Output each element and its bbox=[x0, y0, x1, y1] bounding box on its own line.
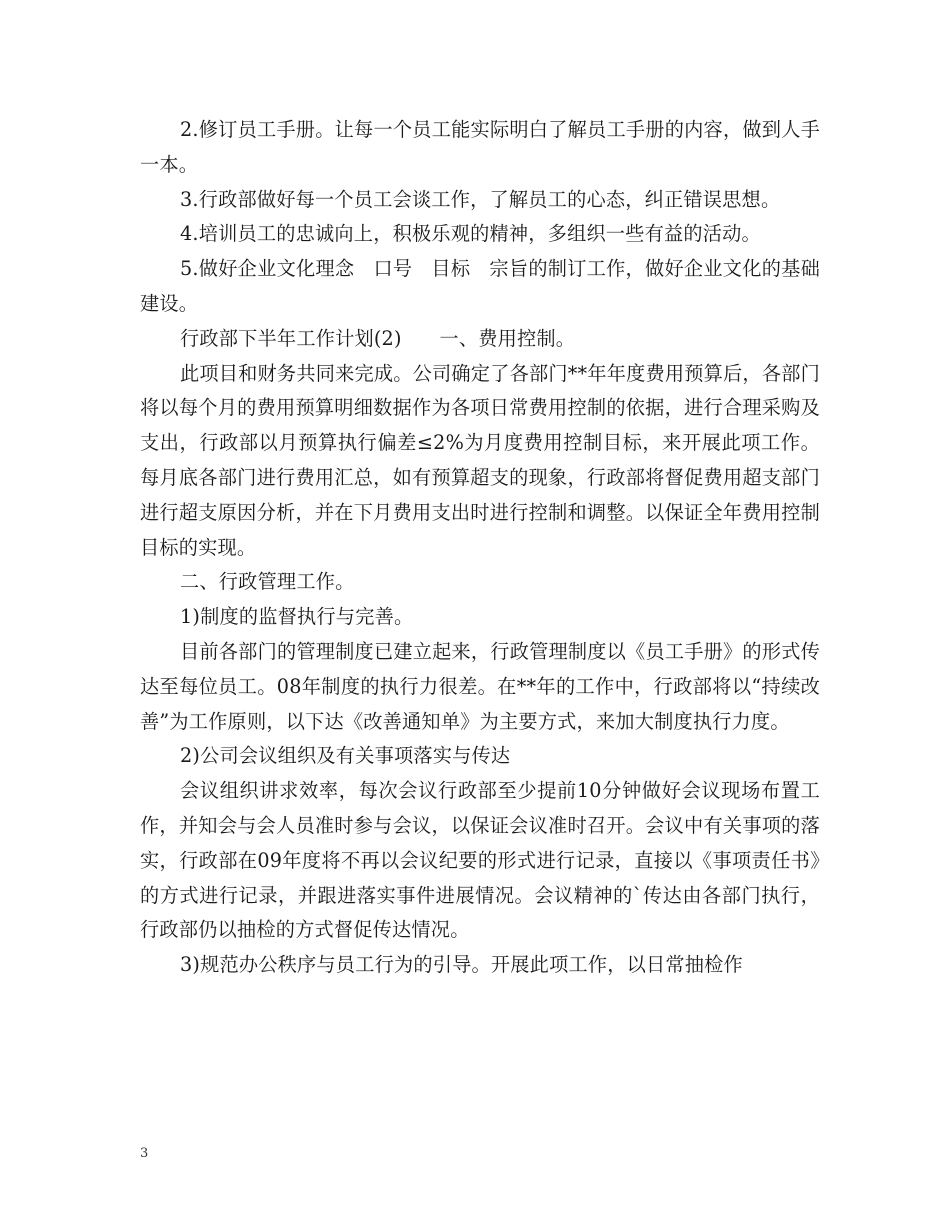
page-number: 3 bbox=[140, 1146, 149, 1161]
paragraph-employee-talks: 3.行政部做好每一个员工会谈工作，了解员工的心态，纠正错误思想。 bbox=[180, 187, 781, 211]
paragraph-system-supervision: 目前各部门的管理制度已建立起来，行政管理制度以《员工手册》的形式传达至每位员工。08年制度的执行力很差。在**年的工作中，行政部将以“持续改善”为工作原则，以下达《改善通知单》为主要方式，来加大制度执行力度。 bbox=[140, 639, 820, 733]
paragraph-training: 4.培训员工的忠诚向上，积极乐观的精神，多组织一些有益的活动。 bbox=[180, 222, 761, 246]
paragraph-revise-handbook: 2.修订员工手册。让每一个员工能实际明白了解员工手册的内容，做到人手一本。 bbox=[140, 118, 820, 176]
paragraph-office-order: 3)规范办公秩序与员工行为的引导。开展此项工作，以日常抽检作 bbox=[180, 953, 743, 977]
body-text bbox=[140, 113, 820, 983]
paragraph-corporate-culture: 5.做好企业文化理念 口号 目标 宗旨的制订工作，做好企业文化的基础建设。 bbox=[140, 257, 820, 315]
paragraph-plan-heading: 行政部下半年工作计划(2) 一、费用控制。 bbox=[180, 326, 576, 350]
paragraph-system-supervision-heading: 1)制度的监督执行与完善。 bbox=[180, 605, 414, 629]
paragraph-cost-control: 此项目和财务共同来完成。公司确定了各部门**年年度费用预算后，各部门将以每个月的费用预算明细数据作为各项日常费用控制的依据，进行合理采购及支出，行政部以月预算执行偏差≤2%为月度费用控制目标，来开展此项工作。每月底各部门进行费用汇总，如有预算超支的现象，行政部将督促费用超支部门进行超支原因分析，并在下月费用支出时进行控制和调整。以保证全年费用控制目标的实现。 bbox=[140, 361, 820, 559]
paragraph-meetings-heading: 2)公司会议组织及有关事项落实与传达 bbox=[180, 744, 511, 768]
paragraph-admin-heading: 二、行政管理工作。 bbox=[180, 570, 355, 594]
paragraph-meetings: 会议组织讲求效率，每次会议行政部至少提前10分钟做好会议现场布置工作，并知会与会人员准时参与会议，以保证会议准时召开。会议中有关事项的落实，行政部在09年度将不再以会议纪要的形式进行记录，直接以《事项责任书》的方式进行记录，并跟进落实事件进展情况。会议精神的`传达由各部门执行，行政部仍以抽检的方式督促传达情况。 bbox=[140, 779, 820, 942]
